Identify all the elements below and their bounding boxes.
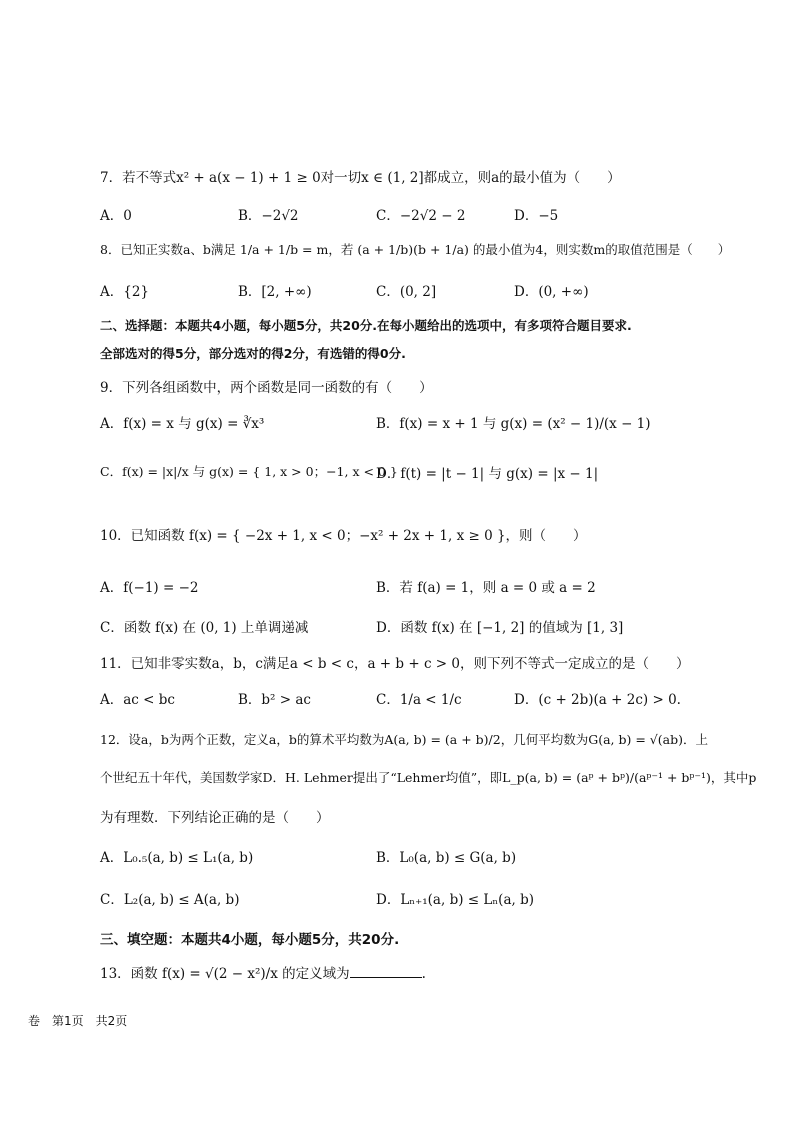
page-footer: 卷 第1页 共2页 xyxy=(28,1014,128,1028)
section3-title: 三、填空题：本题共4小题，每小题5分，共20分. xyxy=(100,932,400,948)
q10-option-b: B．若 f(a) = 1，则 a = 0 或 a = 2 xyxy=(376,580,596,596)
q13-line xyxy=(100,962,426,982)
q7-option-a: A．0 xyxy=(100,208,132,224)
q10-option-d: D．函数 f(x) 在 [−1, 2] 的值域为 [1, 3] xyxy=(376,620,624,636)
q10-stem: 10．已知函数 f(x) = { −2x + 1, x < 0；−x² + 2x + 1, x ≥ 0 }，则（ ） xyxy=(100,528,587,544)
q11-option-c: C．1/a < 1/c xyxy=(376,692,462,708)
q12-line2: 个世纪五十年代，美国数学家D．H. Lehmer提出了“Lehmer均值”，即L_p(a, b) = (aᵖ + bᵖ)/(aᵖ⁻¹ + bᵖ⁻¹)，其中p xyxy=(100,770,757,785)
q12-option-d: D．Lₙ₊₁(a, b) ≤ Lₙ(a, b) xyxy=(376,892,534,908)
q8-option-c: C．(0, 2] xyxy=(376,284,437,300)
q9-option-d: D．f(t) = |t − 1| 与 g(x) = |x − 1| xyxy=(376,466,599,482)
q12-option-a: A．L₀.₅(a, b) ≤ L₁(a, b) xyxy=(100,850,254,866)
q12-line3: 为有理数．下列结论正确的是（ ） xyxy=(100,810,330,826)
q12-option-c: C．L₂(a, b) ≤ A(a, b) xyxy=(100,892,240,908)
q8-option-a: A．{2} xyxy=(100,284,150,300)
q9-stem: 9．下列各组函数中，两个函数是同一函数的有（ ） xyxy=(100,380,433,396)
q13-stem: 13．函数 f(x) = √(2 − x²)/x 的定义域为 xyxy=(100,966,350,982)
q9-option-b: B．f(x) = x + 1 与 g(x) = (x² − 1)/(x − 1) xyxy=(376,416,651,432)
q7-option-b: B．−2√2 xyxy=(238,208,299,224)
q8-option-b: B．[2, +∞) xyxy=(238,284,312,300)
q7-option-c: C．−2√2 − 2 xyxy=(376,208,466,224)
section2-line2: 全部选对的得5分，部分选对的得2分，有选错的得0分. xyxy=(100,346,406,361)
q9-option-c: C．f(x) = |x|/x 与 g(x) = { 1, x > 0；−1, x < 0 } xyxy=(100,464,398,479)
q10-option-c: C．函数 f(x) 在 (0, 1) 上单调递减 xyxy=(100,620,309,636)
q7-option-d: D．−5 xyxy=(514,208,559,224)
q11-option-d: D．(c + 2b)(a + 2c) > 0. xyxy=(514,692,681,708)
q9-option-a: A．f(x) = x 与 g(x) = ∛x³ xyxy=(100,416,265,432)
q11-option-b: B．b² > ac xyxy=(238,692,311,708)
q11-option-a: A．ac < bc xyxy=(100,692,175,708)
q11-stem: 11．已知非零实数a，b，c满足a < b < c，a + b + c > 0，则下列不等式一定成立的是（ ） xyxy=(100,656,690,672)
q7-stem: 7．若不等式x² + a(x − 1) + 1 ≥ 0对一切x ∈ (1, 2]都成立，则a的最小值为（ ） xyxy=(100,170,621,186)
q12-option-b: B．L₀(a, b) ≤ G(a, b) xyxy=(376,850,517,866)
q13-answer-blank[interactable] xyxy=(350,965,422,978)
q8-option-d: D．(0, +∞) xyxy=(514,284,589,300)
q10-option-a: A．f(−1) = −2 xyxy=(100,580,199,596)
q12-line1: 12．设a，b为两个正数，定义a，b的算术平均数为A(a, b) = (a + b)/2，几何平均数为G(a, b) = √(ab)．上 xyxy=(100,732,708,747)
q13-suffix: . xyxy=(421,966,426,982)
section2-line1: 二、选择题：本题共4小题，每小题5分，共20分.在每小题给出的选项中，有多项符合题目要求. xyxy=(100,318,632,333)
q8-stem: 8．已知正实数a、b满足 1/a + 1/b = m，若 (a + 1/b)(b + 1/a) 的最小值为4，则实数m的取值范围是（ ） xyxy=(100,242,731,257)
